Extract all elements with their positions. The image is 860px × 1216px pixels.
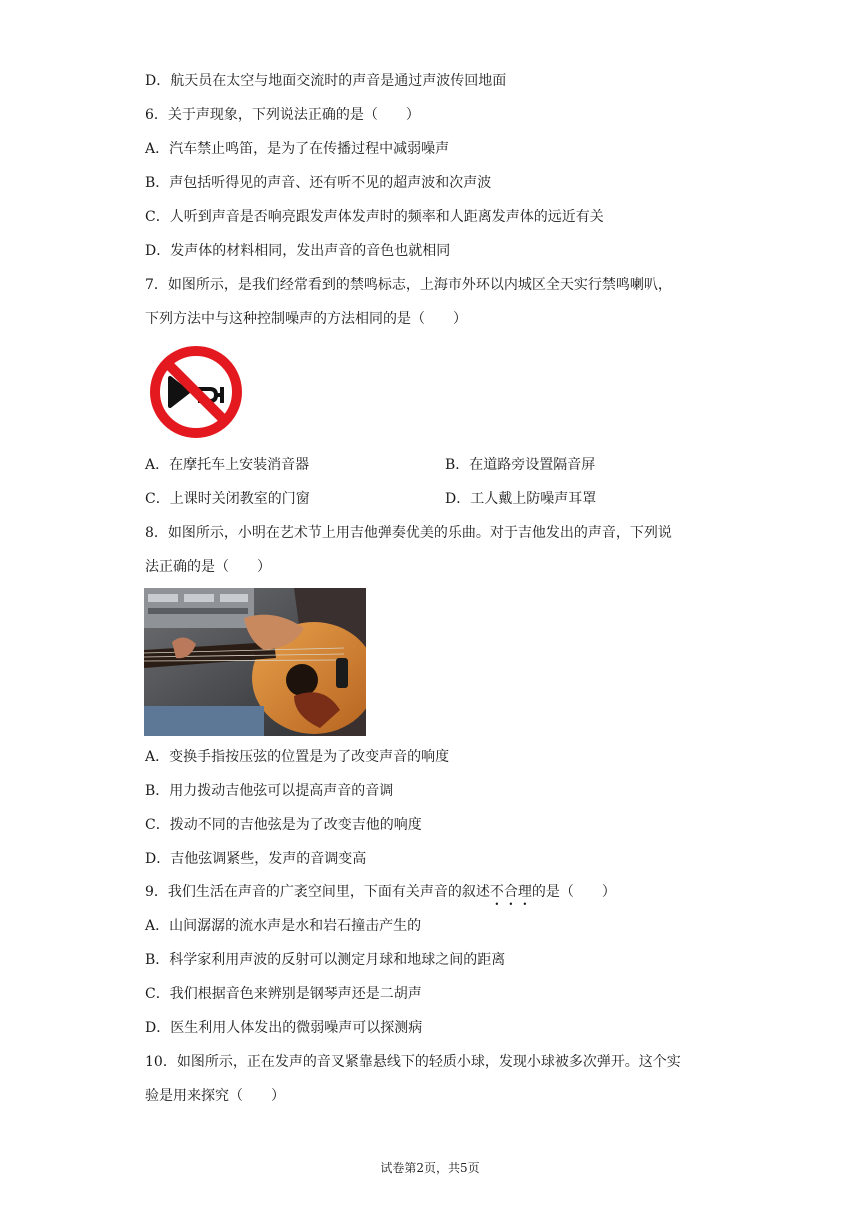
q8-option-d: D．吉他弦调紧些，发声的音调变高 xyxy=(145,851,367,867)
q8-option-a: A．变换手指按压弦的位置是为了改变声音的响度 xyxy=(145,749,450,765)
guitar-photo-image xyxy=(144,588,366,736)
page-footer: 试卷第2页，共5页 xyxy=(380,1161,480,1175)
q9-emphasis-char: 合 xyxy=(503,884,518,900)
q8-option-c: C．拨动不同的吉他弦是为了改变吉他的响度 xyxy=(145,817,422,833)
q10-stem-line1: 10．如图所示，正在发声的音叉紧靠悬线下的轻质小球，发现小球被多次弹开。这个实 xyxy=(145,1054,681,1070)
q8-stem-line2: 法正确的是（ ） xyxy=(145,559,271,575)
q7-option-d: D．工人戴上防噪声耳罩 xyxy=(445,491,597,507)
q9-option-d: D．医生利用人体发出的微弱噪声可以探测病 xyxy=(145,1020,423,1036)
q9-option-b: B．科学家利用声波的反射可以测定月球和地球之间的距离 xyxy=(145,952,506,968)
q6-option-c: C．人听到声音是否响亮跟发声体发声时的频率和人距离发声体的远近有关 xyxy=(145,209,604,225)
q6-stem: 6．关于声现象，下列说法正确的是（ ） xyxy=(145,107,420,123)
q10-stem-line2: 验是用来探究（ ） xyxy=(145,1088,285,1104)
q5-option-d: D．航天员在太空与地面交流时的声音是通过声波传回地面 xyxy=(145,73,507,89)
q7-option-a: A．在摩托车上安装消音器 xyxy=(145,457,310,473)
q7-option-c: C．上课时关闭教室的门窗 xyxy=(145,491,310,507)
q6-option-d: D．发声体的材料相同，发出声音的音色也就相同 xyxy=(145,243,451,259)
no-honking-sign-image xyxy=(148,344,244,440)
q9-emphasis-char: 不 xyxy=(489,884,504,900)
q9-option-a: A．山间潺潺的流水声是水和岩石撞击产生的 xyxy=(145,918,422,934)
q8-stem-line1: 8．如图所示，小明在艺术节上用吉他弹奏优美的乐曲。对于吉他发出的声音，下列说 xyxy=(145,525,672,541)
q9-option-c: C．我们根据音色来辨别是钢琴声还是二胡声 xyxy=(145,986,422,1002)
q8-option-b: B．用力拨动吉他弦可以提高声音的音调 xyxy=(145,783,394,799)
q9-emphasis-char: 理 xyxy=(517,884,532,900)
q9-stem xyxy=(145,882,616,902)
q6-option-a: A．汽车禁止鸣笛，是为了在传播过程中减弱噪声 xyxy=(145,141,450,157)
q9-stem-post: 的是（ ） xyxy=(531,884,616,900)
q7-stem-line2: 下列方法中与这种控制噪声的方法相同的是（ ） xyxy=(145,311,467,327)
q7-stem-line1: 7．如图所示，是我们经常看到的禁鸣标志，上海市外环以内城区全天实行禁鸣喇叭， xyxy=(145,277,672,293)
q6-option-b: B．声包括听得见的声音、还有听不见的超声波和次声波 xyxy=(145,175,492,191)
q7-option-b: B．在道路旁设置隔音屏 xyxy=(445,457,596,473)
q9-stem-pre: 9．我们生活在声音的广袤空间里，下面有关声音的叙述 xyxy=(145,884,490,900)
